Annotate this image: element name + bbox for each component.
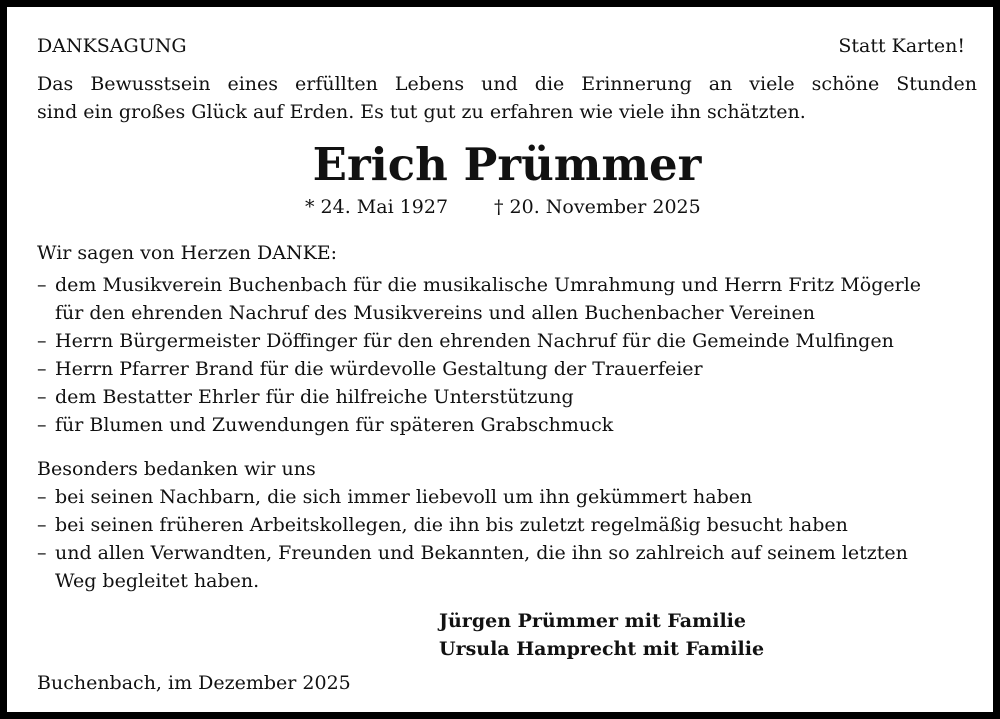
dash-marker: – <box>37 386 47 408</box>
dash-marker: – <box>37 542 47 564</box>
list-item-text: und allen Verwandten, Freunden und Bekannten, die ihn so zahlreich auf seinem letzten <box>55 542 908 564</box>
list-item-text-continued: für den ehrenden Nachruf des Musikvereins und allen Buchenbacher Vereinen <box>55 302 815 324</box>
list-item-text: Herrn Bürgermeister Döffinger für den ehrenden Nachruf für die Gemeinde Mulfingen <box>55 330 894 352</box>
special-heading: Besonders bedanken wir uns <box>37 458 316 480</box>
list-item-text: bei seinen Nachbarn, die sich immer liebevoll um ihn gekümmert haben <box>55 486 753 508</box>
header-label: DANKSAGUNG <box>37 35 187 57</box>
place-and-date: Buchenbach, im Dezember 2025 <box>37 672 351 694</box>
signature-line-1: Jürgen Prümmer mit Familie <box>439 610 746 632</box>
list-item-text-continued: Weg begleitet haben. <box>55 570 260 592</box>
list-item-text: dem Bestatter Ehrler für die hilfreiche Unterstützung <box>55 386 574 408</box>
dash-marker: – <box>37 414 47 436</box>
list-item-text: für Blumen und Zuwendungen für späteren Grabschmuck <box>55 414 614 436</box>
signature-line-2: Ursula Hamprecht mit Familie <box>439 638 765 660</box>
dash-marker: – <box>37 330 47 352</box>
death-date: † 20. November 2025 <box>494 196 701 218</box>
deceased-name: Erich Prümmer <box>312 138 702 191</box>
dash-marker: – <box>37 514 47 536</box>
list-item-text: dem Musikverein Buchenbach für die musikalische Umrahmung und Herrn Fritz Mögerle <box>55 274 922 296</box>
intro-line-1: Das Bewusstsein eines erfüllten Lebens und die Erinnerung an viele schöne Stunden <box>37 73 977 95</box>
header-note: Statt Karten! <box>838 35 965 57</box>
dash-marker: – <box>37 486 47 508</box>
list-item-text: Herrn Pfarrer Brand für die würdevolle Gestaltung der Trauerfeier <box>55 358 703 380</box>
thanks-heading: Wir sagen von Herzen DANKE: <box>37 242 338 264</box>
dash-marker: – <box>37 274 47 296</box>
list-item-text: bei seinen früheren Arbeitskollegen, die ihn bis zuletzt regelmäßig besucht haben <box>55 514 848 536</box>
dash-marker: – <box>37 358 47 380</box>
birth-date: * 24. Mai 1927 <box>305 196 449 218</box>
intro-line-2: sind ein großes Glück auf Erden. Es tut gut zu erfahren wie viele ihn schätzten. <box>37 101 806 123</box>
